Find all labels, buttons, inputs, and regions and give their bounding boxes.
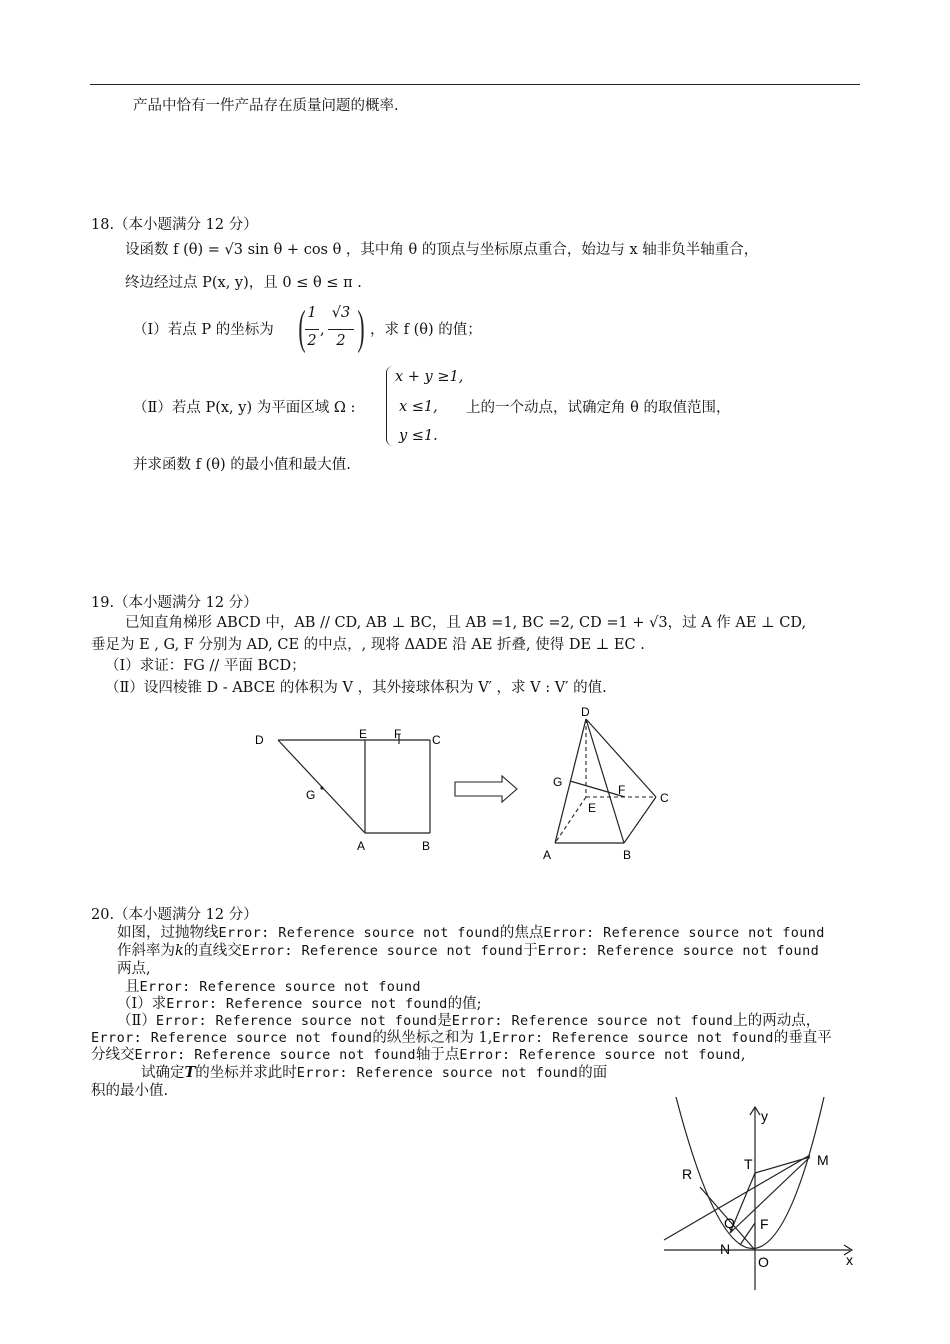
q20-l1b: 的焦点 xyxy=(499,925,544,941)
label-d-3d: D xyxy=(581,705,590,719)
q18-part2-suffix: 上的一个动点，试确定角 θ 的取值范围， xyxy=(466,400,731,416)
q20-l4a: 且 xyxy=(125,979,140,995)
q20-l5a: （Ⅰ）求 xyxy=(117,996,167,1012)
label-e-3d: E xyxy=(588,801,597,815)
label-g-3d: G xyxy=(553,775,563,789)
parabola-curve xyxy=(676,1097,824,1249)
ref-error-12: Error: Reference source not found xyxy=(459,1047,741,1063)
q18-part1-suffix: ，求 f (θ) 的值； xyxy=(370,322,482,338)
edge-db-3d xyxy=(586,719,624,843)
q18-intro-2: 终边经过点 P(x, y)，且 0 ≤ θ ≤ π . xyxy=(125,275,362,291)
q18-intro-1: 设函数 f (θ) = √3 sin θ + cos θ ，其中角 θ 的顶点与坐标原点重合，始边与 x 轴非负半轴重合， xyxy=(125,242,759,258)
label-f: F xyxy=(760,1216,769,1232)
ref-error-10: Error: Reference source not found xyxy=(492,1030,774,1046)
q18-frac1-den: 2 xyxy=(307,333,317,349)
label-m: M xyxy=(817,1152,829,1168)
q20-l2a: 作斜率为 xyxy=(117,943,175,959)
q20-l5b: 的值; xyxy=(447,996,482,1012)
q18-frac2-num: √3 xyxy=(331,305,351,321)
q20-l6c: 上的两动点， xyxy=(733,1013,821,1029)
label-t: T xyxy=(744,1156,753,1172)
q20-l9b: 的坐标并求此时 xyxy=(195,1065,297,1081)
ref-error-3: Error: Reference source not found xyxy=(241,943,524,959)
q20-line-9 xyxy=(141,1063,607,1083)
label-y: y xyxy=(761,1108,768,1124)
q18-system-line-2: x ≤1, xyxy=(399,399,438,415)
q19-line-1: 已知直角梯形 ABCD 中，AB // CD, AB ⊥ BC，且 AB =1, BC =2, CD =1 + √3，过 A 作 AE ⊥ CD, xyxy=(125,615,807,631)
label-o: O xyxy=(758,1254,769,1270)
q18-part2-ask: 并求函数 f (θ) 的最小值和最大值. xyxy=(133,457,351,473)
label-n: N xyxy=(720,1241,731,1257)
q20-l8a: 分线交 xyxy=(91,1047,135,1063)
q20-l7b: 的垂直平 xyxy=(773,1030,832,1046)
ref-error-5: Error: Reference source not found xyxy=(139,979,421,995)
ref-error-1: Error: Reference source not found xyxy=(218,925,500,941)
q18-header: 18.（本小题满分 12 分） xyxy=(91,217,258,233)
label-d: D xyxy=(255,733,264,747)
edge-gf xyxy=(570,781,625,797)
q20-header: 20.（本小题满分 12 分） xyxy=(91,907,258,923)
label-b: B xyxy=(422,839,431,853)
q20-l6a: （Ⅱ） xyxy=(117,1013,156,1029)
q18-part1-rparen: ) xyxy=(357,301,365,354)
q19-header: 19.（本小题满分 12 分） xyxy=(91,595,258,611)
trapezoid-figure xyxy=(278,734,430,833)
q18-frac2-den: 2 xyxy=(336,333,346,349)
q20-l6b: 是 xyxy=(437,1013,452,1029)
q20-l2b: 的直线交 xyxy=(183,943,242,959)
ref-error-7: Error: Reference source not found xyxy=(155,1013,438,1029)
parabola-figure xyxy=(660,1095,860,1295)
label-a: A xyxy=(357,839,366,853)
ref-error-2: Error: Reference source not found xyxy=(543,925,825,941)
q18-part2-prefix: （Ⅱ）若点 P(x, y) 为平面区域 Ω : xyxy=(133,400,356,416)
q18-frac-comma: , xyxy=(320,322,325,338)
q20-t: T xyxy=(184,1064,196,1081)
q20-line-10: 积的最小值. xyxy=(91,1083,169,1099)
q20-line-1 xyxy=(117,923,825,943)
edge-bc-3d xyxy=(624,797,656,843)
q20-l2c: 于 xyxy=(523,943,538,959)
q20-l9a: 试确定 xyxy=(141,1065,185,1081)
q20-k: k xyxy=(175,943,184,959)
q19-line-2: 垂足为 E , G, F 分别为 AD, CE 的中点，, 现将 ΔADE 沿 AE 折叠, 使得 DE ⊥ EC . xyxy=(91,637,645,653)
label-q: Q xyxy=(724,1215,735,1231)
ref-error-13: Error: Reference source not found xyxy=(296,1065,579,1081)
transform-arrow xyxy=(455,776,517,802)
edge-ea-hidden xyxy=(555,797,586,843)
q18-system-line-1: x + y ≥1, xyxy=(395,369,464,385)
label-c: C xyxy=(432,733,441,747)
ref-error-4: Error: Reference source not found xyxy=(537,943,820,959)
q20-line-2 xyxy=(117,941,819,961)
point-g xyxy=(320,786,323,789)
q20-l8b: 轴于点 xyxy=(415,1047,460,1063)
label-c-3d: C xyxy=(660,791,669,805)
label-x: x xyxy=(846,1252,853,1268)
q20-l1a: 如图，过抛物线 xyxy=(117,925,219,941)
q20-line-8 xyxy=(91,1045,745,1065)
label-a-3d: A xyxy=(543,848,552,862)
ref-error-8: Error: Reference source not found xyxy=(451,1013,734,1029)
q18-part1-prefix: （Ⅰ）若点 P 的坐标为 xyxy=(133,322,274,338)
q18-frac1-num: 1 xyxy=(307,305,317,321)
q20-line-3: 两点, xyxy=(117,961,151,977)
ref-error-11: Error: Reference source not found xyxy=(134,1047,416,1063)
label-f-3d: F xyxy=(618,783,626,797)
ref-error-9: Error: Reference source not found xyxy=(91,1030,373,1046)
q20-l7a: 的纵坐标之和为 1, xyxy=(372,1030,493,1046)
q18-system-line-3: y ≤1. xyxy=(399,428,438,444)
label-r: R xyxy=(682,1166,693,1182)
q20-l9c: 的面 xyxy=(578,1065,608,1081)
label-e: E xyxy=(359,727,368,741)
q19-part2: （Ⅱ）设四棱锥 D - ABCE 的体积为 V ，其外接球体积为 V′ ，求 V : V′ 的值. xyxy=(105,680,607,696)
pyramid-figure xyxy=(555,719,656,843)
q18-part1-lparen: ( xyxy=(298,301,306,354)
q19-part1: （Ⅰ）求证：FG // 平面 BCD； xyxy=(105,658,306,674)
top-line: 产品中恰有一件产品存在质量问题的概率. xyxy=(133,98,399,114)
label-b-3d: B xyxy=(623,848,632,862)
ref-error-6: Error: Reference source not found xyxy=(166,996,448,1012)
q20-l8c: , xyxy=(740,1047,746,1063)
label-g: G xyxy=(306,788,316,802)
label-f: F xyxy=(394,727,402,741)
